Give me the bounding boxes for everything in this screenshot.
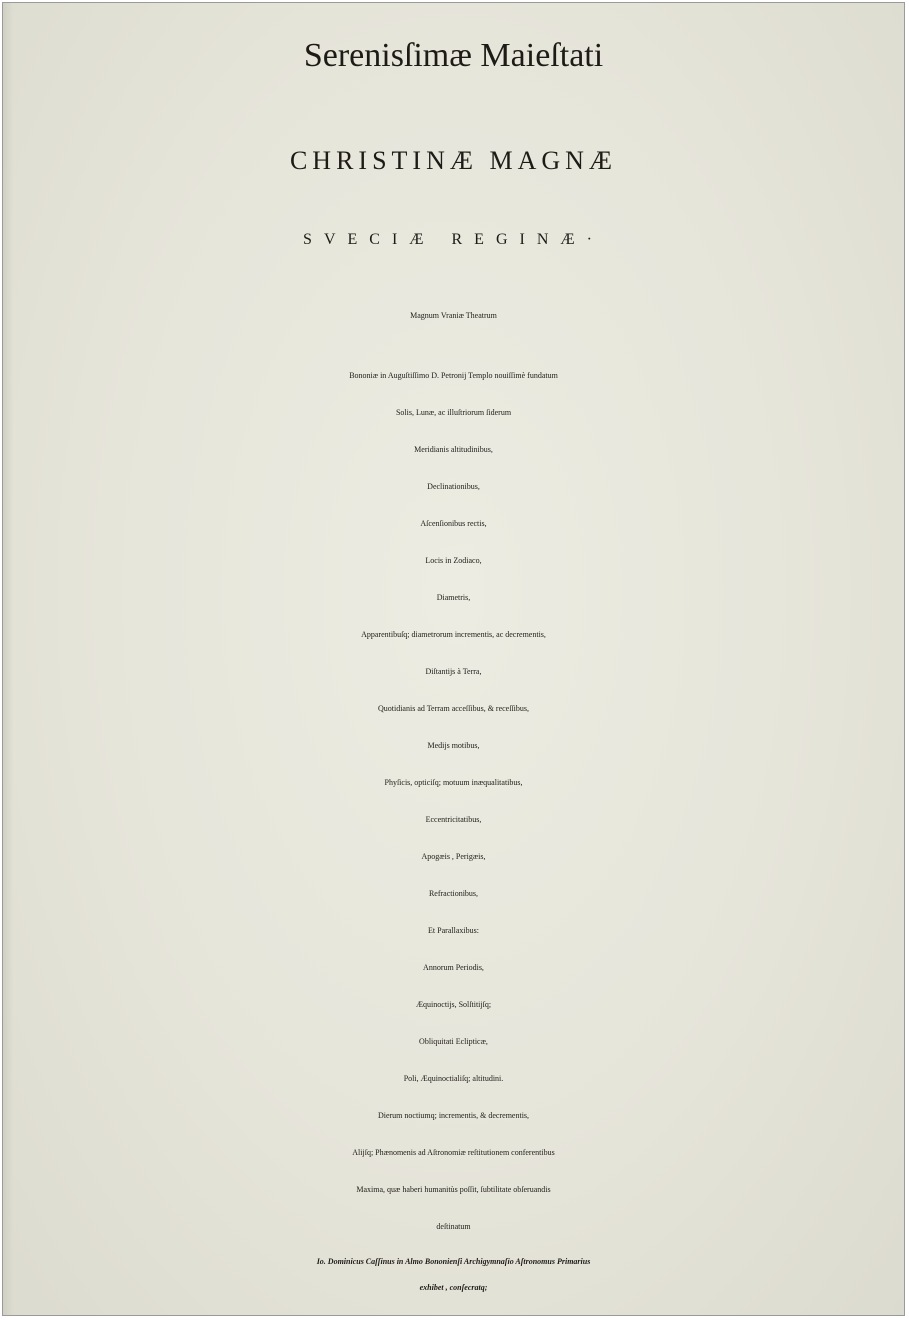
work-title: Magnum Vraniæ Theatrum [410, 311, 497, 320]
body-line: Alijſq; Phænomenis ad Aſtronomiæ reſtitutionem conferentibus [352, 1148, 555, 1157]
body-line: Apogæis , Perigæis, [421, 852, 486, 861]
body-line: Diſtantijs à Terra, [425, 667, 482, 676]
body-line: deſtinatum [436, 1222, 471, 1231]
body-line: Refractionibus, [428, 889, 479, 898]
body-line: Eccentricitatibus, [425, 815, 482, 824]
body-line: Obliquitati Eclipticæ, [419, 1037, 488, 1046]
dedication-line-1: Serenisſimæ Maieſtati [303, 37, 604, 74]
document-frame [2, 2, 905, 1316]
body-line: Poli, Æquinoctialiſq; altitudini. [403, 1074, 504, 1083]
body-line: Maxima, quæ haberi humanitùs poſſit, ſubtilitate obſeruandis [356, 1185, 551, 1194]
body-line: Meridianis altitudinibus, [414, 445, 493, 454]
body-line: Phyſicis, opticiſq; motuum inæqualitatibus, [384, 778, 523, 787]
body-line: Aſcenſionibus rectis, [420, 519, 487, 528]
body-line: Annorum Periodis, [423, 963, 484, 972]
body-line: Quotidianis ad Terram acceſſibus, & receſſibus, [377, 704, 530, 713]
body-line: Medijs motibus, [427, 741, 480, 750]
body-line: Solis, Lunæ, ac illuſtriorum ſiderum [395, 408, 512, 417]
signature-line-2: exhibet , conſecratq; [419, 1283, 488, 1292]
dedication-line-2: CHRISTINÆ MAGNÆ [289, 146, 618, 175]
body-line: Dierum noctiumq; incrementis, & decrementis, [377, 1111, 530, 1120]
body-line: Æquinoctijs, Solſtitijſq; [415, 1000, 492, 1009]
signature-line-1: Io. Dominicus Caſſinus in Almo Bononienſi Archigymnaſio Aſtronomus Primarius [316, 1257, 591, 1266]
body-line: Locis in Zodiaco, [425, 556, 482, 565]
dedication-line-3: SVECIÆ REGINÆ· [303, 231, 604, 248]
body-line: Declinationibus, [427, 482, 480, 491]
body-line: Et Parallaxibus: [428, 926, 479, 935]
body-line: Apparentibuſq; diametrorum incrementis, ac decrementis, [361, 630, 546, 639]
body-line: Bononiæ in Auguſtiſſimo D. Petronij Templo nouiſſimè fundatum [349, 371, 558, 380]
body-line: Diametris, [436, 593, 471, 602]
